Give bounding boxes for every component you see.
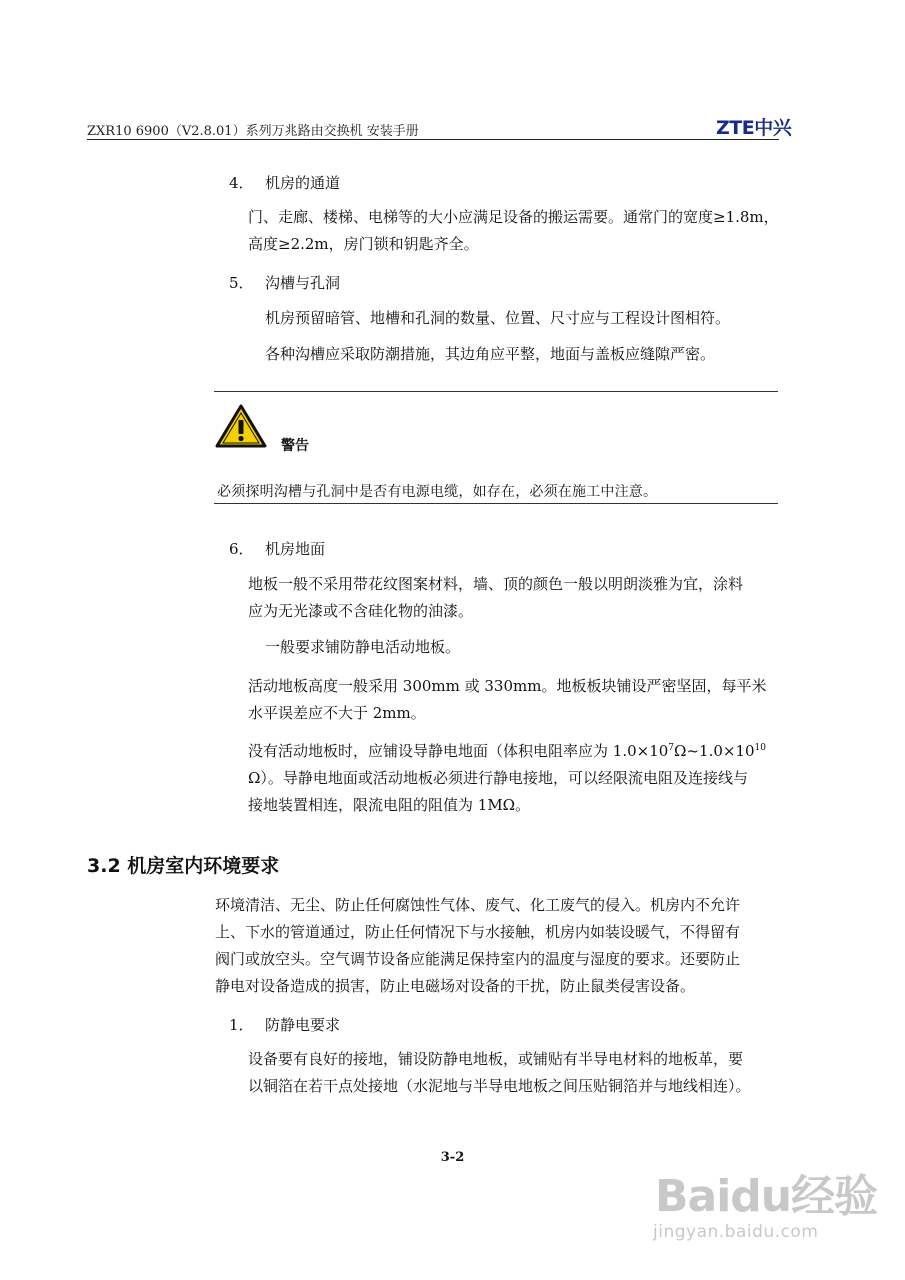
- item-1-line-2: 以铜箔在若干点处接地（水泥地与半导电地板之间压贴铜箔并与地线相连）。: [248, 1077, 751, 1095]
- warning-triangle-icon: [215, 403, 267, 449]
- item-6-para-3-line-2: 水平误差应不大于 2mm。: [248, 704, 426, 722]
- item-6-para-4-line-3: 接地装置相连，限流电阻的阻值为 1MΩ。: [248, 796, 531, 814]
- section-para-line-4: 静电对设备造成的损害，防止电磁场对设备的干扰，防止鼠类侵害设备。: [215, 977, 696, 995]
- item-6-para-2: 一般要求铺防静电活动地板。: [265, 638, 461, 656]
- page-number: 3-2: [440, 1150, 465, 1165]
- item-6-para-1-line-1: 地板一般不采用带花纹图案材料，墙、顶的颜色一般以明朗淡雅为宜，涂料: [248, 575, 744, 593]
- section-title: 3.2 机房室内环境要求: [87, 855, 280, 877]
- item-4-title: 机房的通道: [265, 174, 341, 192]
- baidu-watermark: [645, 1160, 885, 1250]
- item-6-title: 机房地面: [265, 540, 326, 558]
- item-6-number: 6．: [229, 540, 254, 558]
- item-5-line-1: 机房预留暗管、地槽和孔洞的数量、位置、尺寸应与工程设计图相符。: [265, 309, 731, 327]
- item-1-title: 防静电要求: [265, 1016, 341, 1034]
- item-1-line-1: 设备要有良好的接地，铺设防静电地板，或铺贴有半导电材料的地板革，要: [248, 1050, 744, 1068]
- document-header-title: ZXR10 6900（V2.8.01）系列万兆路由交换机 安装手册: [87, 124, 419, 139]
- item-5-number: 5．: [229, 274, 254, 292]
- item-6-para-1-line-2: 应为无光漆或不含硅化物的油漆。: [248, 602, 474, 620]
- header-rule: [87, 139, 779, 140]
- item-6-para-4-line-2: Ω）。导静电地面或活动地板必须进行静电接地，可以经限流电阻及连接线与: [248, 769, 748, 787]
- item-4-line-1: 门、走廊、楼梯、电梯等的大小应满足设备的搬运需要。通常门的宽度≥1.8m，: [248, 208, 779, 226]
- watermark-main: Baidu经验: [655, 1171, 878, 1222]
- item-6-para-4-line-1: [248, 738, 766, 765]
- para-4-prefix: 没有活动地板时，应铺设导静电地面（体积电阻率应为 1.0×10: [248, 742, 669, 760]
- exponent-10: 10: [754, 743, 766, 753]
- section-para-line-3: 阀门或放空头。空气调节设备应能满足保持室内的温度与湿度的要求。还要防止: [215, 950, 741, 968]
- item-4-line-2: 高度≥2.2m，房门锁和钥匙齐全。: [248, 235, 479, 253]
- zte-logo: ZTE中兴: [716, 117, 792, 139]
- warning-bottom-rule: [214, 503, 778, 504]
- exponent-7: 7: [668, 743, 675, 753]
- watermark-sub: jingyan.baidu.com: [653, 1222, 819, 1242]
- item-5-title: 沟槽与孔洞: [265, 274, 341, 292]
- item-5-line-2: 各种沟槽应采取防潮措施，其边角应平整，地面与盖板应缝隙严密。: [265, 345, 716, 363]
- item-4-number: 4．: [229, 174, 254, 192]
- warning-text: 必须探明沟槽与孔洞中是否有电源电缆，如存在，必须在施工中注意。: [217, 484, 658, 500]
- para-4-middle: Ω~1.0×10: [674, 742, 755, 760]
- warning-top-rule: [214, 391, 778, 392]
- item-1-number: 1．: [229, 1016, 254, 1034]
- section-para-line-1: 环境清洁、无尘、防止任何腐蚀性气体、废气、化工废气的侵入。机房内不允许: [215, 896, 741, 914]
- item-6-para-3-line-1: 活动地板高度一般采用 300mm 或 330mm。地板板块铺设严密坚固，每平米: [248, 677, 767, 695]
- section-para-line-2: 上、下水的管道通过，防止任何情况下与水接触，机房内如装设暖气，不得留有: [215, 923, 741, 941]
- warning-label: 警告: [281, 438, 309, 454]
